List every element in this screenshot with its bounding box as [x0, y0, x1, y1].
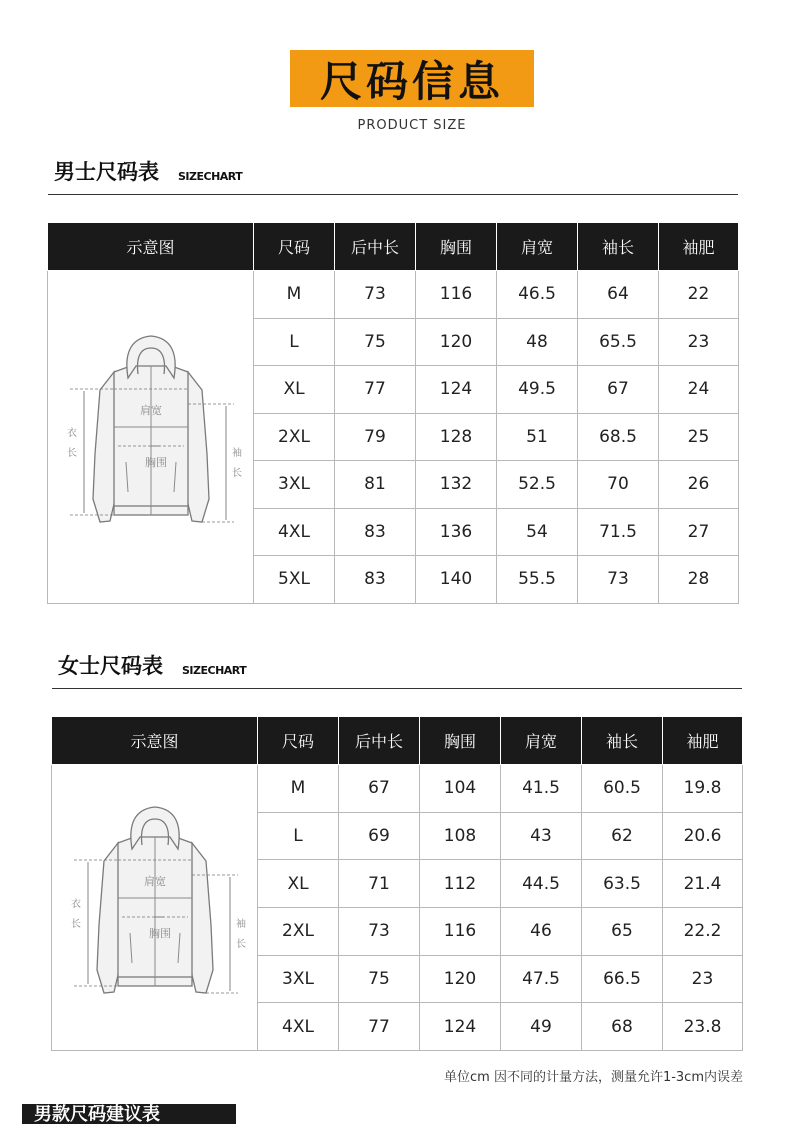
measurement-cell: 83	[335, 556, 416, 604]
measurement-cell: 54	[497, 508, 578, 556]
jacket-diagram	[52, 765, 258, 1045]
body-length-label-2: 长	[67, 448, 77, 460]
column-header: 胸围	[416, 223, 497, 271]
measurement-cell: 23	[659, 318, 739, 366]
measurement-cell: 73	[578, 556, 659, 604]
measurement-cell: 23.8	[663, 1003, 743, 1051]
measurement-cell: 71.5	[578, 508, 659, 556]
measurement-cell: 22.2	[663, 907, 743, 955]
measurement-cell: 70	[578, 461, 659, 509]
size-cell: L	[254, 318, 335, 366]
sleeve-length-label-2: 长	[236, 939, 246, 950]
size-cell: XL	[254, 366, 335, 414]
column-header: 袖肥	[663, 717, 743, 765]
men-header-row	[48, 223, 739, 271]
measurement-cell: 46.5	[497, 271, 578, 319]
women-section-title: 女士尺码表	[58, 654, 163, 678]
column-header: 后中长	[339, 717, 420, 765]
measurement-cell: 124	[416, 366, 497, 414]
column-header: 肩宽	[497, 223, 578, 271]
measurement-cell: 77	[339, 1003, 420, 1051]
size-cell: 3XL	[254, 461, 335, 509]
size-cell: 2XL	[258, 907, 339, 955]
bottom-section-title: 男款尺码建议表	[22, 1104, 236, 1124]
sleeve-length-label-1: 袖	[236, 919, 246, 930]
measurement-cell: 52.5	[497, 461, 578, 509]
column-header: 袖长	[582, 717, 663, 765]
size-cell: 2XL	[254, 413, 335, 461]
measurement-cell: 120	[420, 955, 501, 1003]
measurement-cell: 67	[339, 765, 420, 813]
measurement-cell: 112	[420, 860, 501, 908]
measurement-cell: 21.4	[663, 860, 743, 908]
column-header: 示意图	[52, 717, 258, 765]
shoulder-label: 肩宽	[144, 875, 166, 888]
measurement-cell: 66.5	[582, 955, 663, 1003]
measurement-cell: 75	[335, 318, 416, 366]
measurement-cell: 47.5	[501, 955, 582, 1003]
measurement-cell: 44.5	[501, 860, 582, 908]
measurement-cell: 77	[335, 366, 416, 414]
measurement-cell: 20.6	[663, 812, 743, 860]
measurement-cell: 25	[659, 413, 739, 461]
size-cell: L	[258, 812, 339, 860]
diagram-cell	[48, 271, 254, 604]
measurement-cell: 28	[659, 556, 739, 604]
shoulder-label: 肩宽	[140, 404, 162, 418]
measurement-cell: 60.5	[582, 765, 663, 813]
men-section-header	[48, 154, 738, 195]
measurement-cell: 49	[501, 1003, 582, 1051]
size-cell: M	[254, 271, 335, 319]
column-header: 肩宽	[501, 717, 582, 765]
table-row	[48, 271, 739, 319]
measurement-cell: 79	[335, 413, 416, 461]
measurement-cell: 63.5	[582, 860, 663, 908]
table-row	[52, 765, 743, 813]
size-cell: 4XL	[254, 508, 335, 556]
measurement-cell: 116	[416, 271, 497, 319]
body-length-label-1: 衣	[71, 899, 81, 910]
measurement-cell: 51	[497, 413, 578, 461]
page-subtitle: PRODUCT SIZE	[357, 118, 467, 133]
measurement-cell: 108	[420, 812, 501, 860]
measurement-cell: 65.5	[578, 318, 659, 366]
measurement-cell: 132	[416, 461, 497, 509]
men-section-title: 男士尺码表	[54, 160, 159, 184]
measurement-cell: 65	[582, 907, 663, 955]
column-header: 后中长	[335, 223, 416, 271]
size-cell: 5XL	[254, 556, 335, 604]
measurement-cell: 69	[339, 812, 420, 860]
measurement-cell: 71	[339, 860, 420, 908]
body-length-label-1: 衣	[67, 428, 77, 440]
measurement-cell: 136	[416, 508, 497, 556]
column-header: 示意图	[48, 223, 254, 271]
jacket-diagram	[48, 294, 254, 574]
measurement-cell: 68.5	[578, 413, 659, 461]
measurement-cell: 83	[335, 508, 416, 556]
measurement-cell: 81	[335, 461, 416, 509]
measurement-cell: 64	[578, 271, 659, 319]
column-header: 胸围	[420, 717, 501, 765]
size-cell: 4XL	[258, 1003, 339, 1051]
measurement-cell: 46	[501, 907, 582, 955]
measurement-cell: 67	[578, 366, 659, 414]
men-size-table	[47, 222, 739, 604]
measurement-cell: 104	[420, 765, 501, 813]
women-header-row	[52, 717, 743, 765]
measurement-cell: 22	[659, 271, 739, 319]
measurement-cell: 62	[582, 812, 663, 860]
women-size-table	[51, 716, 743, 1051]
measurement-cell: 43	[501, 812, 582, 860]
measurement-cell: 73	[335, 271, 416, 319]
women-section-subtitle: SIZECHART	[182, 664, 247, 677]
sleeve-length-label-2: 长	[232, 468, 242, 480]
measurement-cell: 48	[497, 318, 578, 366]
body-length-label-2: 长	[71, 919, 81, 930]
chest-label: 胸围	[145, 456, 167, 470]
header-banner	[290, 50, 534, 107]
measurement-cell: 23	[663, 955, 743, 1003]
size-cell: XL	[258, 860, 339, 908]
column-header: 尺码	[254, 223, 335, 271]
sleeve-length-label-1: 袖	[232, 448, 242, 460]
measurement-cell: 49.5	[497, 366, 578, 414]
measurement-cell: 116	[420, 907, 501, 955]
chest-label: 胸围	[149, 927, 171, 940]
measurement-cell: 27	[659, 508, 739, 556]
measurement-cell: 124	[420, 1003, 501, 1051]
measurement-cell: 55.5	[497, 556, 578, 604]
measurement-cell: 75	[339, 955, 420, 1003]
measurement-cell: 26	[659, 461, 739, 509]
size-cell: M	[258, 765, 339, 813]
measurement-cell: 68	[582, 1003, 663, 1051]
measurement-cell: 24	[659, 366, 739, 414]
men-section-subtitle: SIZECHART	[178, 170, 243, 183]
measurement-cell: 19.8	[663, 765, 743, 813]
measurement-cell: 41.5	[501, 765, 582, 813]
diagram-cell	[52, 765, 258, 1051]
page-title: 尺码信息	[319, 56, 504, 106]
women-section-header	[52, 648, 742, 689]
measurement-cell: 128	[416, 413, 497, 461]
measurement-cell: 140	[416, 556, 497, 604]
column-header: 袖长	[578, 223, 659, 271]
measurement-cell: 120	[416, 318, 497, 366]
column-header: 袖肥	[659, 223, 739, 271]
column-header: 尺码	[258, 717, 339, 765]
measurement-footnote: 单位cm 因不同的计量方法，测量允许1-3cm内误差	[444, 1070, 743, 1085]
size-cell: 3XL	[258, 955, 339, 1003]
measurement-cell: 73	[339, 907, 420, 955]
